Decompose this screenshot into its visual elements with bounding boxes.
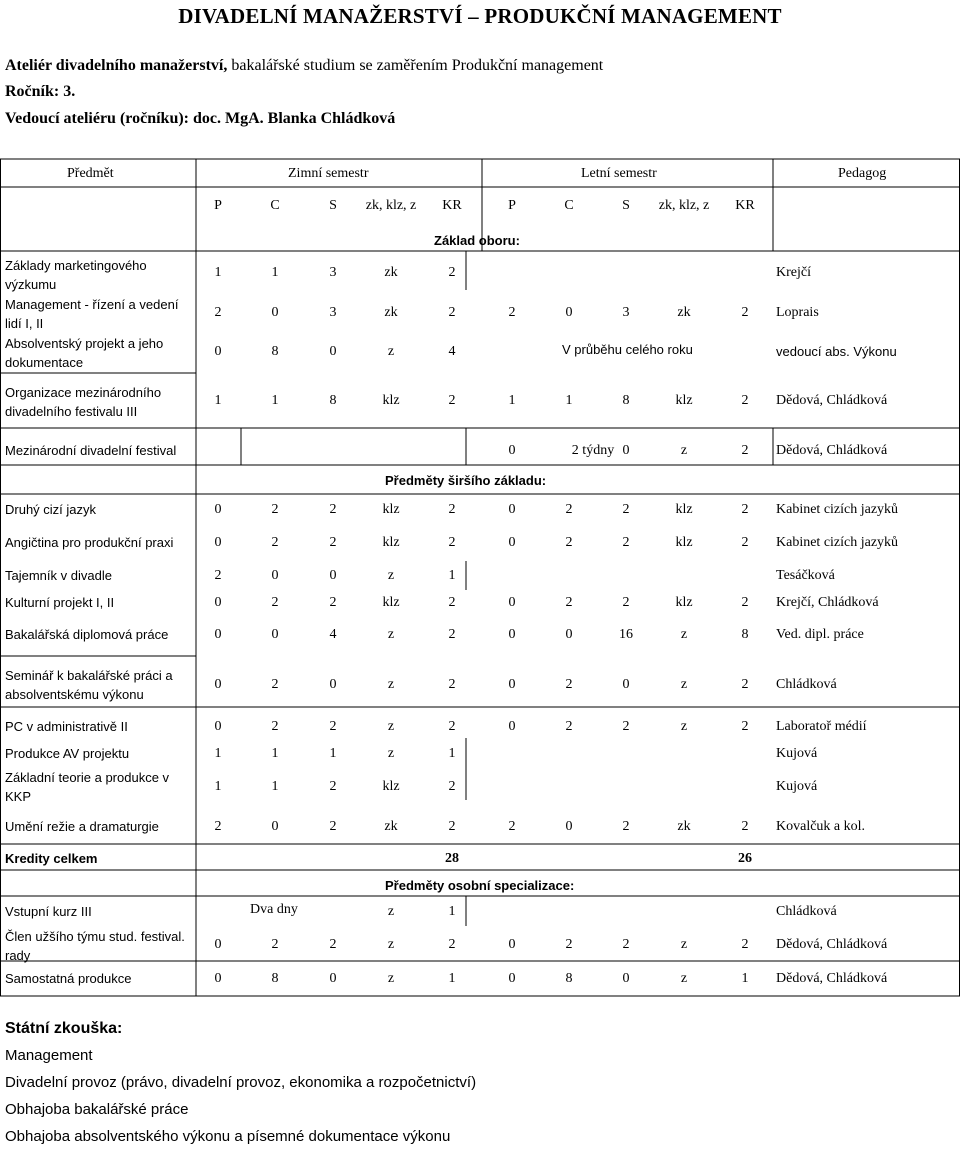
col-header-7: S <box>622 198 630 213</box>
winter-value: 2 <box>329 819 337 834</box>
row-name: Samostatná produkce <box>5 971 132 986</box>
summer-value: 2 <box>741 502 749 517</box>
winter-value: 2 <box>448 677 456 692</box>
col-header-8: zk, klz, z <box>658 198 710 213</box>
summer-value: klz <box>675 393 693 408</box>
winter-value: 2 <box>448 535 456 550</box>
summer-value: klz <box>675 502 693 517</box>
row-name: Produkce AV projektu <box>5 746 130 761</box>
winter-value: z <box>387 746 395 761</box>
winter-value: 0 <box>214 677 222 692</box>
winter-value: 0 <box>214 937 222 952</box>
winter-value: zk <box>384 819 398 834</box>
summer-value: 0 <box>508 937 516 952</box>
summer-value: z <box>680 677 688 692</box>
winter-value: 0 <box>271 819 279 834</box>
winter-value: 4 <box>329 627 337 642</box>
studio-name: Ateliér divadelního manažerství, <box>5 57 228 74</box>
summer-value: 2 <box>622 595 630 610</box>
winter-value: 0 <box>214 595 222 610</box>
winter-value: 0 <box>271 568 279 583</box>
summer-value: 0 <box>565 305 573 320</box>
winter-value: 2 <box>271 677 279 692</box>
winter-value: 1 <box>448 746 456 761</box>
winter-value: 2 <box>448 779 456 794</box>
winter-value: 0 <box>271 627 279 642</box>
winter-value: 0 <box>214 344 222 359</box>
winter-value: 2 <box>329 535 337 550</box>
summer-value: 16 <box>619 627 633 642</box>
row-teacher: Dědová, Chládková <box>776 393 888 408</box>
summer-value: 2 <box>565 677 573 692</box>
summer-value: 1 <box>565 393 573 408</box>
winter-value: 1 <box>448 568 456 583</box>
state-exam-item: Divadelní provoz (právo, divadelní provoz, ekonomika a rozpočetnictví) <box>5 1074 477 1091</box>
summer-value: 8 <box>622 393 630 408</box>
winter-value: 2 <box>448 305 456 320</box>
winter-value: 0 <box>214 502 222 517</box>
winter-note: Dva dny <box>250 902 298 917</box>
winter-value: 1 <box>214 393 222 408</box>
winter-value: 0 <box>329 344 337 359</box>
row-name: Druhý cizí jazyk <box>5 502 97 517</box>
row-name: Vstupní kurz III <box>5 904 92 919</box>
winter-value: 28 <box>445 851 459 866</box>
row-teacher: Tesáčková <box>776 568 835 583</box>
winter-value: 2 <box>448 627 456 642</box>
row-teacher: Laboratoř médií <box>776 719 867 734</box>
summer-value: z <box>680 937 688 952</box>
state-exam-item: Management <box>5 1047 93 1064</box>
row-name: Tajemník v divadle <box>5 568 112 583</box>
winter-value: 8 <box>271 344 279 359</box>
row-name: Management - řízení a vedení lidí I, II <box>5 297 179 331</box>
row-teacher: Dědová, Chládková <box>776 443 888 458</box>
summer-value: 0 <box>565 819 573 834</box>
summer-value: 2 <box>741 443 749 458</box>
winter-value: z <box>387 627 395 642</box>
winter-value: 1 <box>448 904 456 919</box>
winter-value: z <box>387 904 395 919</box>
winter-value: 1 <box>214 746 222 761</box>
summer-value: 0 <box>508 595 516 610</box>
winter-value: 2 <box>329 937 337 952</box>
summer-value: 8 <box>565 971 573 986</box>
winter-value: 0 <box>271 305 279 320</box>
winter-value: 2 <box>271 719 279 734</box>
row-teacher: Chládková <box>776 904 837 919</box>
winter-value: z <box>387 719 395 734</box>
winter-value: 0 <box>329 971 337 986</box>
summer-value: 2 <box>741 595 749 610</box>
winter-value: 1 <box>214 265 222 280</box>
state-exam-item: Obhajoba bakalářské práce <box>5 1101 189 1118</box>
row-teacher: Ved. dipl. práce <box>776 627 864 642</box>
winter-value: klz <box>382 393 400 408</box>
section-personal: Předměty osobní specializace: <box>385 878 575 893</box>
col-header-1: C <box>270 198 280 213</box>
summer-value: 2 <box>741 535 749 550</box>
winter-value: 1 <box>271 265 279 280</box>
state-exam-heading: Státní zkouška: <box>5 1020 123 1037</box>
summer-value: z <box>680 719 688 734</box>
row-name: Angičtina pro produkční praxi <box>5 535 174 550</box>
row-name: Kredity celkem <box>5 851 98 866</box>
summer-value: 2 <box>565 502 573 517</box>
winter-value: 0 <box>214 971 222 986</box>
winter-value: 2 <box>329 719 337 734</box>
summer-value: 0 <box>508 627 516 642</box>
summer-value: 2 <box>565 535 573 550</box>
winter-value: z <box>387 937 395 952</box>
winter-value: klz <box>382 779 400 794</box>
year-line: Ročník: 3. <box>5 83 76 100</box>
col-header-subject: Předmět <box>67 166 114 181</box>
summer-value: 2 <box>622 502 630 517</box>
winter-value: z <box>387 568 395 583</box>
row-name: Základy marketingového výzkumu <box>5 258 147 292</box>
col-header-5: P <box>508 198 516 213</box>
row-teacher: Krejčí <box>776 265 811 280</box>
winter-value: 1 <box>271 393 279 408</box>
winter-value: 2 <box>448 595 456 610</box>
winter-value: 8 <box>329 393 337 408</box>
winter-value: 8 <box>271 971 279 986</box>
summer-value: 2 <box>741 819 749 834</box>
row-teacher: Chládková <box>776 677 837 692</box>
summer-value: 2 <box>741 393 749 408</box>
winter-value: 2 <box>329 595 337 610</box>
summer-value: zk <box>677 305 691 320</box>
col-header-4: KR <box>442 198 462 213</box>
winter-value: 2 <box>448 502 456 517</box>
summer-value: 0 <box>508 719 516 734</box>
summer-value: 0 <box>508 443 516 458</box>
col-header-6: C <box>564 198 574 213</box>
winter-value: 2 <box>271 595 279 610</box>
winter-value: 1 <box>329 746 337 761</box>
winter-value: 2 <box>329 502 337 517</box>
summer-value: 2 <box>622 719 630 734</box>
summer-value: 2 <box>622 535 630 550</box>
winter-value: 4 <box>448 344 456 359</box>
winter-value: 0 <box>214 535 222 550</box>
summer-value: 0 <box>508 502 516 517</box>
winter-value: 2 <box>329 779 337 794</box>
row-teacher: Kabinet cizích jazyků <box>776 502 899 517</box>
summer-value: 2 <box>565 937 573 952</box>
winter-value: 1 <box>271 746 279 761</box>
winter-value: 1 <box>448 971 456 986</box>
summer-value: z <box>680 443 688 458</box>
winter-value: 2 <box>214 819 222 834</box>
summer-value: klz <box>675 535 693 550</box>
summer-value: 2 týdny <box>571 443 615 458</box>
row-name: Bakalářská diplomová práce <box>5 627 169 642</box>
winter-value: zk <box>384 265 398 280</box>
row-name: PC v administrativě II <box>5 719 128 734</box>
winter-value: 3 <box>329 305 337 320</box>
row-teacher: vedoucí abs. Výkonu <box>776 344 897 359</box>
summer-value: 3 <box>622 305 630 320</box>
row-name: Mezinárodní divadelní festival <box>5 443 177 458</box>
winter-value: zk <box>384 305 398 320</box>
summer-value: 2 <box>565 719 573 734</box>
summer-value: 2 <box>565 595 573 610</box>
row-name: Absolventský projekt a jeho dokumentace <box>5 336 164 370</box>
summer-value: 2 <box>622 937 630 952</box>
summer-value: 0 <box>565 627 573 642</box>
summer-value: 0 <box>622 677 630 692</box>
winter-value: 2 <box>271 937 279 952</box>
winter-value: z <box>387 677 395 692</box>
row-name: Kulturní projekt I, II <box>5 595 115 610</box>
winter-value: 1 <box>214 779 222 794</box>
summer-value: 0 <box>508 535 516 550</box>
summer-value: 26 <box>738 851 752 866</box>
summer-value: z <box>680 627 688 642</box>
row-teacher: Kujová <box>776 746 818 761</box>
col-header-3: zk, klz, z <box>365 198 417 213</box>
summer-value: 2 <box>622 819 630 834</box>
row-name: Organizace mezinárodního divadelního festivalu III <box>5 385 162 419</box>
row-name: Umění režie a dramaturgie <box>5 819 159 834</box>
winter-value: 2 <box>448 937 456 952</box>
col-header-2: S <box>329 198 337 213</box>
summer-value: klz <box>675 595 693 610</box>
summer-value: 2 <box>741 677 749 692</box>
winter-value: klz <box>382 595 400 610</box>
head-line: Vedoucí ateliéru (ročníku): doc. MgA. Blanka Chládková <box>5 110 396 127</box>
summer-value: 0 <box>622 971 630 986</box>
row-teacher: Kovalčuk a kol. <box>776 819 866 834</box>
page-title: DIVADELNÍ MANAŽERSTVÍ – PRODUKČNÍ MANAGEMENT <box>178 4 782 28</box>
winter-value: 2 <box>271 535 279 550</box>
summer-value: z <box>680 971 688 986</box>
winter-value: 2 <box>214 568 222 583</box>
winter-value: 2 <box>448 265 456 280</box>
winter-value: 2 <box>214 305 222 320</box>
winter-value: 2 <box>448 819 456 834</box>
summer-note: V průběhu celého roku <box>562 342 693 357</box>
winter-value: 2 <box>448 393 456 408</box>
winter-value: 0 <box>214 719 222 734</box>
winter-value: 2 <box>271 502 279 517</box>
winter-value: 3 <box>329 265 337 280</box>
row-teacher: Dědová, Chládková <box>776 937 888 952</box>
section-base: Základ oboru: <box>434 233 520 248</box>
summer-value: 2 <box>508 819 516 834</box>
summer-value: 8 <box>741 627 749 642</box>
summer-value: 1 <box>741 971 749 986</box>
summer-value: 2 <box>741 937 749 952</box>
winter-value: klz <box>382 502 400 517</box>
winter-value: 1 <box>271 779 279 794</box>
col-header-summer: Letní semestr <box>581 166 657 181</box>
summer-value: 2 <box>741 719 749 734</box>
winter-value: 0 <box>329 568 337 583</box>
summer-value: zk <box>677 819 691 834</box>
row-name: Základní teorie a produkce v KKP <box>5 770 170 804</box>
winter-value: klz <box>382 535 400 550</box>
row-teacher: Krejčí, Chládková <box>776 595 879 610</box>
summer-value: 2 <box>508 305 516 320</box>
row-teacher: Dědová, Chládková <box>776 971 888 986</box>
winter-value: 2 <box>448 719 456 734</box>
summer-value: 2 <box>741 305 749 320</box>
section-wider: Předměty širšího základu: <box>385 473 547 488</box>
winter-value: 0 <box>214 627 222 642</box>
summer-value: 0 <box>508 677 516 692</box>
row-teacher: Kabinet cizích jazyků <box>776 535 899 550</box>
winter-value: 0 <box>329 677 337 692</box>
summer-value: 0 <box>508 971 516 986</box>
summer-value: 1 <box>508 393 516 408</box>
col-header-winter: Zimní semestr <box>288 166 369 181</box>
state-exam-item: Obhajoba absolventského výkonu a písemné dokumentace výkonu <box>5 1128 451 1145</box>
col-header-0: P <box>214 198 222 213</box>
row-name: Seminář k bakalářské práci a absolventskému výkonu <box>5 668 173 702</box>
col-header-9: KR <box>735 198 755 213</box>
winter-value: z <box>387 344 395 359</box>
row-teacher: Kujová <box>776 779 818 794</box>
study-program: bakalářské studium se zaměřením Produkční management <box>227 57 604 74</box>
winter-value: z <box>387 971 395 986</box>
row-name: Člen užšího týmu stud. festival. rady <box>5 929 185 963</box>
col-header-teacher: Pedagog <box>838 166 887 181</box>
row-teacher: Loprais <box>776 305 819 320</box>
summer-value: 0 <box>622 443 630 458</box>
